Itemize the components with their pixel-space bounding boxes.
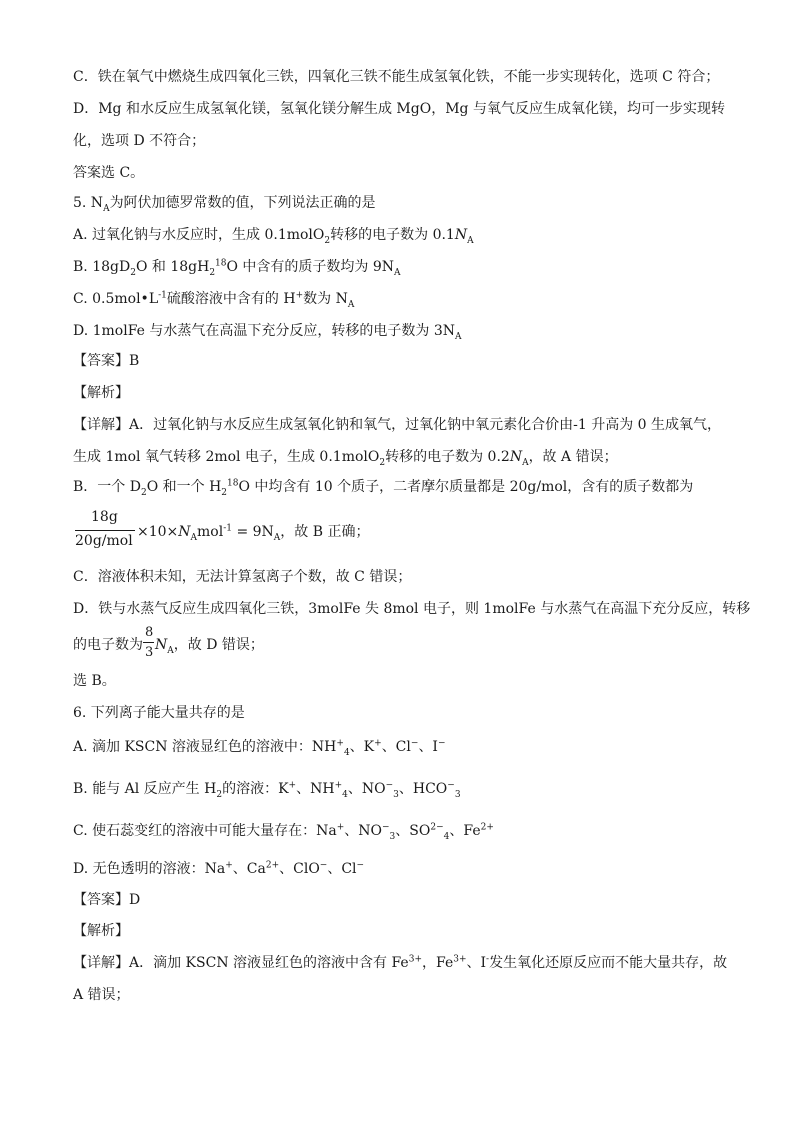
fraction-bar — [75, 530, 135, 531]
detail-b-line1: B．一个 $D_2O$ 和一个 $H_2^{18}O$ 中均含有 10 个质子，二者摩尔质量都是 20g/mol，含有的质子数都为 — [73, 478, 694, 498]
question-6-option-a: A. 滴加 KSCN 溶液显红色的溶液中：$NH^+_4$、K+、Cl−、I− — [73, 738, 446, 758]
text-line: C．铁在氧气中燃烧生成四氧化三铁，四氧化三铁不能生成氢氧化铁，不能一步实现转化，选项 C 符合； — [73, 69, 720, 85]
detail-6a-line2: A 错误； — [73, 987, 130, 1003]
question-5-option-b: B. $18gD_2O$ 和 $18gH_2^{18}O$ 中含有的质子数均为 $9N_A$ — [73, 258, 401, 278]
text-line: 答案选 C。 — [73, 165, 145, 181]
choose-line: 选 B。 — [73, 673, 116, 689]
question-6-option-b: B. 能与 Al 反应产生 $H_2$的溶液：K+、$NH^+_4$、$NO^-_3$、$HCO^-_3$ — [73, 780, 461, 800]
detail-a-line2: 生成 1mol 氧气转移 2mol 电子，生成 0.1molO$_2$转移的电子数为 $0.2N_A$，故 A 错误； — [73, 449, 618, 468]
question-6-option-c: C. 使石蕊变红的溶液中可能大量存在：Na+、$NO^-_3$、$SO^{2-}_4$、$Fe^{2+}$ — [73, 822, 494, 842]
text-line: D．Mg 和水反应生成氢氧化镁，氢氧化镁分解生成 MgO，Mg 与氧气反应生成氧化镁，均可一步实现转 — [73, 101, 725, 117]
fraction-denominator: 20g/mol — [75, 533, 133, 549]
question-5-option-c: C. $0.5mol•L^{-1}$硫酸溶液中含有的 H+数为 $N_A$ — [73, 290, 355, 310]
small-fraction: $\frac{8}{3}$ — [145, 625, 154, 660]
fraction-numerator: 18g — [91, 509, 118, 525]
detail-6a-line1: 【详解】A．滴加 KSCN 溶液显红色的溶液中含有 $Fe^{3+}$，$Fe^{3+}$、I-发生氧化还原反应而不能大量共存，故 — [73, 954, 728, 971]
question-5-option-a: A. 过氧化钠与水反应时，生成 0.1molO$_2$转移的电子数为 $0.1N_A$ — [73, 227, 474, 246]
question-6-stem: 6. 下列离子能大量共存的是 — [73, 705, 245, 721]
detail-d-line2: 的电子数为 $\frac{8}{3}$ $N_A$，故 D 错误； — [73, 625, 264, 660]
analysis-label: 【解析】 — [73, 385, 129, 401]
question-5-stem: 5. $N_A$为阿伏加德罗常数的值，下列说法正确的是 — [73, 195, 376, 214]
analysis-label: 【解析】 — [73, 923, 129, 939]
question-5-option-d: D. 1molFe 与水蒸气在高温下充分反应，转移的电子数为 $3N_A$ — [73, 323, 462, 342]
text-line: 化，选项 D 不符合； — [73, 133, 206, 149]
detail-a-line1: 【详解】A．过氧化钠与水反应生成氢氧化钠和氧气，过氧化钠中氧元素化合价由-1 升高为 0 生成氧气， — [73, 417, 722, 433]
detail-c: C．溶液体积未知，无法计算氢离子个数，故 C 错误； — [73, 569, 412, 585]
detail-d-line1: D．铁与水蒸气反应生成四氧化三铁，3molFe 失 8mol 电子，则 1molFe 与水蒸气在高温下充分反应，转移 — [73, 601, 751, 617]
answer-label: 【答案】D — [73, 892, 141, 908]
fraction-rest: $\times 10\times N_Amol^{-1} = 9N_A$，故 B 正确； — [137, 523, 370, 543]
question-6-option-d: D. 无色透明的溶液：Na+、$Ca^{2+}$、ClO−、Cl− — [73, 860, 365, 877]
answer-label: 【答案】B — [73, 353, 140, 369]
